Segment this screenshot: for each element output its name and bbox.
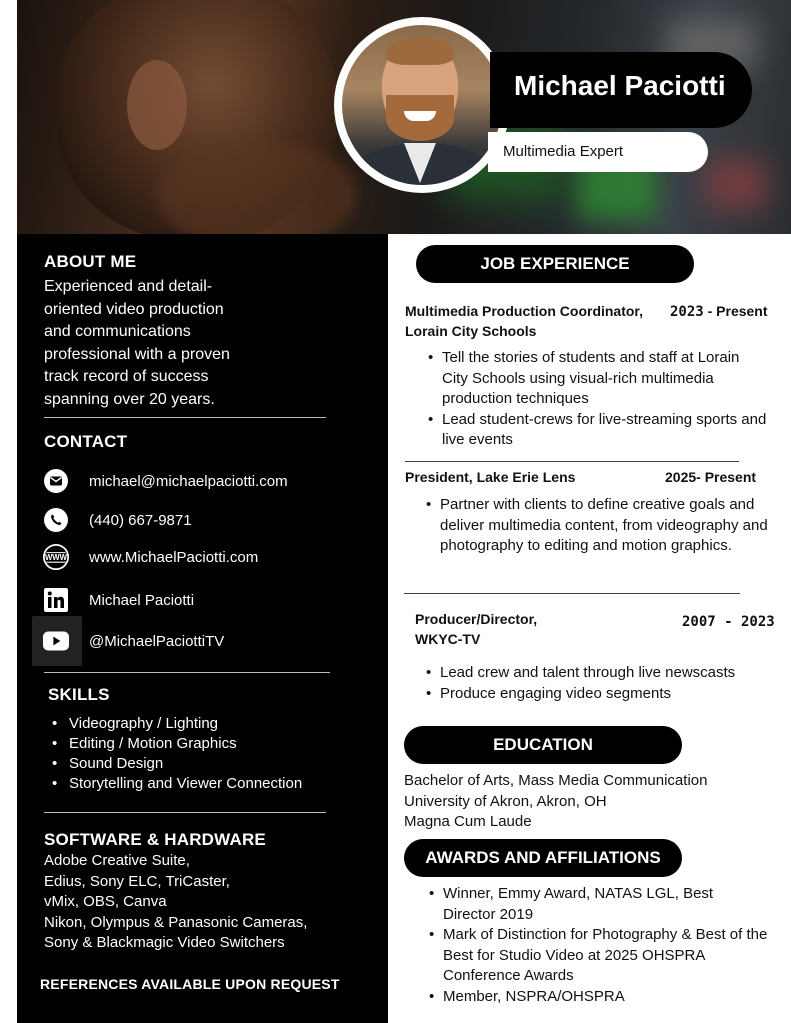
about-line: spanning over 20 years. (44, 390, 215, 408)
about-line: oriented video production (44, 300, 224, 318)
software-line: Sony & Blackmagic Video Switchers (44, 934, 285, 951)
job-bullets (426, 495, 771, 557)
skills-list (52, 714, 302, 794)
education-text (404, 771, 707, 833)
linkedin-text[interactable]: Michael Paciotti (89, 591, 195, 609)
job-title-line: President, Lake Erie Lens (405, 469, 576, 485)
awards-heading-text: AWARDS AND AFFILIATIONS (425, 848, 661, 867)
email-icon (43, 468, 69, 494)
job-bullet: • Lead crew and talent through live newscasts (426, 663, 771, 684)
contact-email[interactable] (43, 467, 288, 495)
youtube-text[interactable]: @MichaelPaciottiTV (89, 632, 225, 650)
job-date: 2025- Present (665, 469, 757, 485)
person-title: Multimedia Expert (503, 143, 624, 160)
job-title (415, 609, 537, 649)
job-bullets (426, 663, 771, 704)
job-bullets (428, 348, 768, 451)
job-employer: WKYC-TV (415, 631, 481, 647)
software-text (44, 851, 307, 954)
job-bullet: • Produce engaging video segments (426, 684, 771, 705)
skill-item: • Editing / Motion Graphics (52, 734, 302, 754)
references-note: REFERENCES AVAILABLE UPON REQUEST (40, 976, 340, 992)
education-line: Magna Cum Laude (404, 813, 532, 830)
software-line: Nikon, Olympus & Panasonic Cameras, (44, 913, 308, 931)
header-photo-ear (127, 60, 187, 150)
job-title-line: Multimedia Production Coordinator, (405, 303, 643, 319)
youtube-icon (43, 628, 69, 654)
phone-text[interactable]: (440) 667-9871 (89, 511, 192, 529)
experience-heading-text: JOB EXPERIENCE (480, 254, 630, 273)
person-name: Michael Paciotti (514, 70, 726, 101)
award-item: • Winner, Emmy Award, NATAS LGL, Best Director 2019 (429, 884, 769, 925)
job-date: 2007 - 2023 (682, 614, 775, 630)
education-heading-text: EDUCATION (493, 735, 593, 754)
name-banner (490, 52, 752, 128)
job-title (405, 301, 643, 341)
job-title-line: Producer/Director, (415, 611, 538, 627)
job-date-rest: - Present (703, 303, 768, 319)
contact-youtube[interactable] (43, 627, 225, 655)
divider (404, 593, 740, 594)
job-bullet: • Tell the stories of students and staff at Lorain City Schools using visual-rich multimedia production techniques (428, 348, 768, 410)
globe-icon-label: WWW (44, 553, 68, 563)
education-heading (404, 726, 682, 764)
job-bullet: • Lead student-crews for live-streaming sports and live events (428, 410, 768, 451)
phone-icon (43, 507, 69, 533)
contact-phone[interactable] (43, 506, 192, 534)
title-banner (488, 132, 708, 172)
contact-website[interactable] (43, 543, 259, 571)
header-photo-light (707, 160, 767, 210)
divider (44, 812, 326, 813)
education-line: University of Akron, Akron, OH (404, 792, 607, 810)
about-text (44, 276, 274, 411)
website-text[interactable]: www.MichaelPaciotti.com (89, 548, 259, 566)
software-heading: SOFTWARE & HARDWARE (44, 830, 266, 849)
software-line: Adobe Creative Suite, (44, 852, 190, 869)
job-date-year: 2023 (670, 304, 704, 320)
job-date (670, 303, 768, 320)
about-line: Experienced and detail- (44, 278, 213, 295)
software-line: vMix, OBS, Canva (44, 893, 167, 910)
divider (44, 417, 326, 418)
award-item: • Member, NSPRA/OHSPRA (429, 987, 769, 1008)
award-item: • Mark of Distinction for Photography & Best of the Best for Studio Video at 2025 OHSPRA Conference Awards (429, 925, 769, 987)
contact-heading: CONTACT (44, 432, 128, 451)
globe-icon (43, 544, 69, 570)
job-employer: Lorain City Schools (405, 323, 537, 339)
linkedin-icon (43, 587, 69, 613)
about-line: professional with a proven (44, 345, 230, 363)
profile-photo (334, 17, 510, 193)
experience-heading (416, 245, 694, 283)
left-sidebar (17, 234, 388, 1023)
skills-heading: SKILLS (48, 685, 110, 704)
about-line: track record of success (44, 368, 209, 385)
divider (405, 461, 739, 462)
about-heading: ABOUT ME (44, 252, 137, 271)
skill-item: • Videography / Lighting (52, 714, 302, 734)
skill-item: • Sound Design (52, 754, 302, 774)
awards-list (429, 884, 769, 1007)
awards-heading (404, 839, 682, 877)
job-bullet: • Partner with clients to define creative goals and deliver multimedia content, from videography and photography to editing and motion graphics. (426, 495, 771, 557)
email-text[interactable]: michael@michaelpaciotti.com (89, 472, 288, 490)
job-title (405, 467, 575, 487)
about-line: and communications (44, 323, 191, 340)
contact-linkedin[interactable] (43, 586, 195, 614)
divider (44, 672, 330, 673)
skill-item: • Storytelling and Viewer Connection (52, 774, 302, 794)
education-line: Bachelor of Arts, Mass Media Communication (404, 772, 708, 789)
software-line: Edius, Sony ELC, TriCaster, (44, 872, 230, 890)
